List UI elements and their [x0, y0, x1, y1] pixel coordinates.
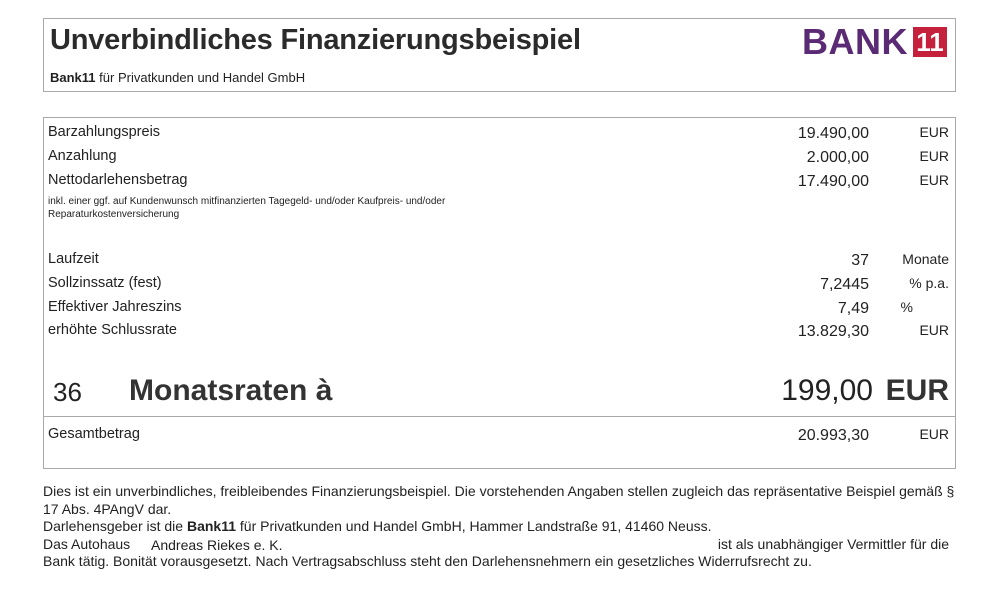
- row-unit: % p.a.: [909, 275, 949, 291]
- dealer-pre: Das Autohaus: [43, 535, 131, 552]
- row-value: 13.829,30: [797, 323, 869, 340]
- lender-pre: Darlehensgeber ist die: [43, 518, 184, 534]
- dealer-name: Andreas Riekes e. K.: [151, 536, 283, 553]
- row-label: Barzahlungspreis: [48, 124, 161, 140]
- lender-text: [43, 518, 955, 536]
- row-unit: EUR: [919, 148, 949, 164]
- row-label: Anzahlung: [48, 148, 117, 164]
- row-unit: Monate: [902, 251, 949, 267]
- row-value: 7,49: [837, 300, 869, 317]
- row-label: erhöhte Schlussrate: [48, 322, 177, 338]
- insurance-note: inkl. einer ggf. auf Kundenwunsch mitfinanzierten Tagegeld- und/oder Kaufpreis- und/oder Reparaturkostenversicherung: [48, 196, 446, 220]
- header-box: [43, 18, 956, 92]
- divider: [44, 416, 955, 417]
- row-unit: EUR: [919, 124, 949, 140]
- withdrawal-text: Bank tätig. Bonität vorausgesetzt. Nach Vertragsabschluss steht den Darlehensnehmern ein gesetzliches Widerrufsrecht zu.: [43, 553, 812, 569]
- total-value: 20.993,30: [797, 427, 869, 444]
- company-name-rest: für Privatkunden und Handel GmbH: [99, 70, 306, 85]
- dealer-line: [43, 536, 955, 554]
- row-value: 17.490,00: [797, 173, 869, 190]
- lender-post: für Privatkunden und Handel GmbH, Hammer Landstraße 91, 41460 Neuss.: [239, 518, 712, 534]
- page-title: Unverbindliches Finanzierungsbeispiel: [50, 24, 581, 56]
- row-unit: EUR: [919, 172, 949, 188]
- total-label: Gesamtbetrag: [48, 426, 140, 442]
- row-label: Sollzinssatz (fest): [48, 275, 162, 291]
- disclaimer: [43, 483, 955, 571]
- installment-count: 36: [53, 377, 82, 407]
- installment-label: Monatsraten à: [129, 374, 333, 407]
- row-label: Laufzeit: [48, 251, 99, 267]
- installment-unit: EUR: [885, 374, 949, 407]
- bank11-logo: [802, 21, 947, 62]
- company-name-bold: Bank11: [50, 70, 96, 85]
- logo-text: BANK: [802, 21, 908, 62]
- row-label: Nettodarlehensbetrag: [48, 172, 188, 188]
- row-value: 37: [851, 252, 869, 269]
- dealer-post: ist als unabhängiger Vermittler für die: [717, 535, 949, 552]
- installment-value: 199,00: [781, 374, 873, 407]
- financing-table: [43, 117, 956, 469]
- row-unit: EUR: [919, 322, 949, 338]
- disclaimer-text: Dies ist ein unverbindliches, freibleibendes Finanzierungsbeispiel. Die vorstehenden Angaben stellen zugleich das repräsentative Beispiel gemäß § 17 Abs. 4PAngV dar.: [43, 483, 955, 517]
- row-unit: %: [900, 299, 913, 315]
- company-name: [50, 70, 305, 85]
- row-label: Effektiver Jahreszins: [48, 299, 182, 315]
- total-unit: EUR: [919, 426, 949, 442]
- row-value: 19.490,00: [797, 125, 869, 142]
- logo-badge: 11: [913, 27, 947, 57]
- row-value: 7,2445: [820, 276, 869, 293]
- lender-bold: Bank11: [186, 518, 237, 534]
- row-value: 2.000,00: [806, 149, 869, 166]
